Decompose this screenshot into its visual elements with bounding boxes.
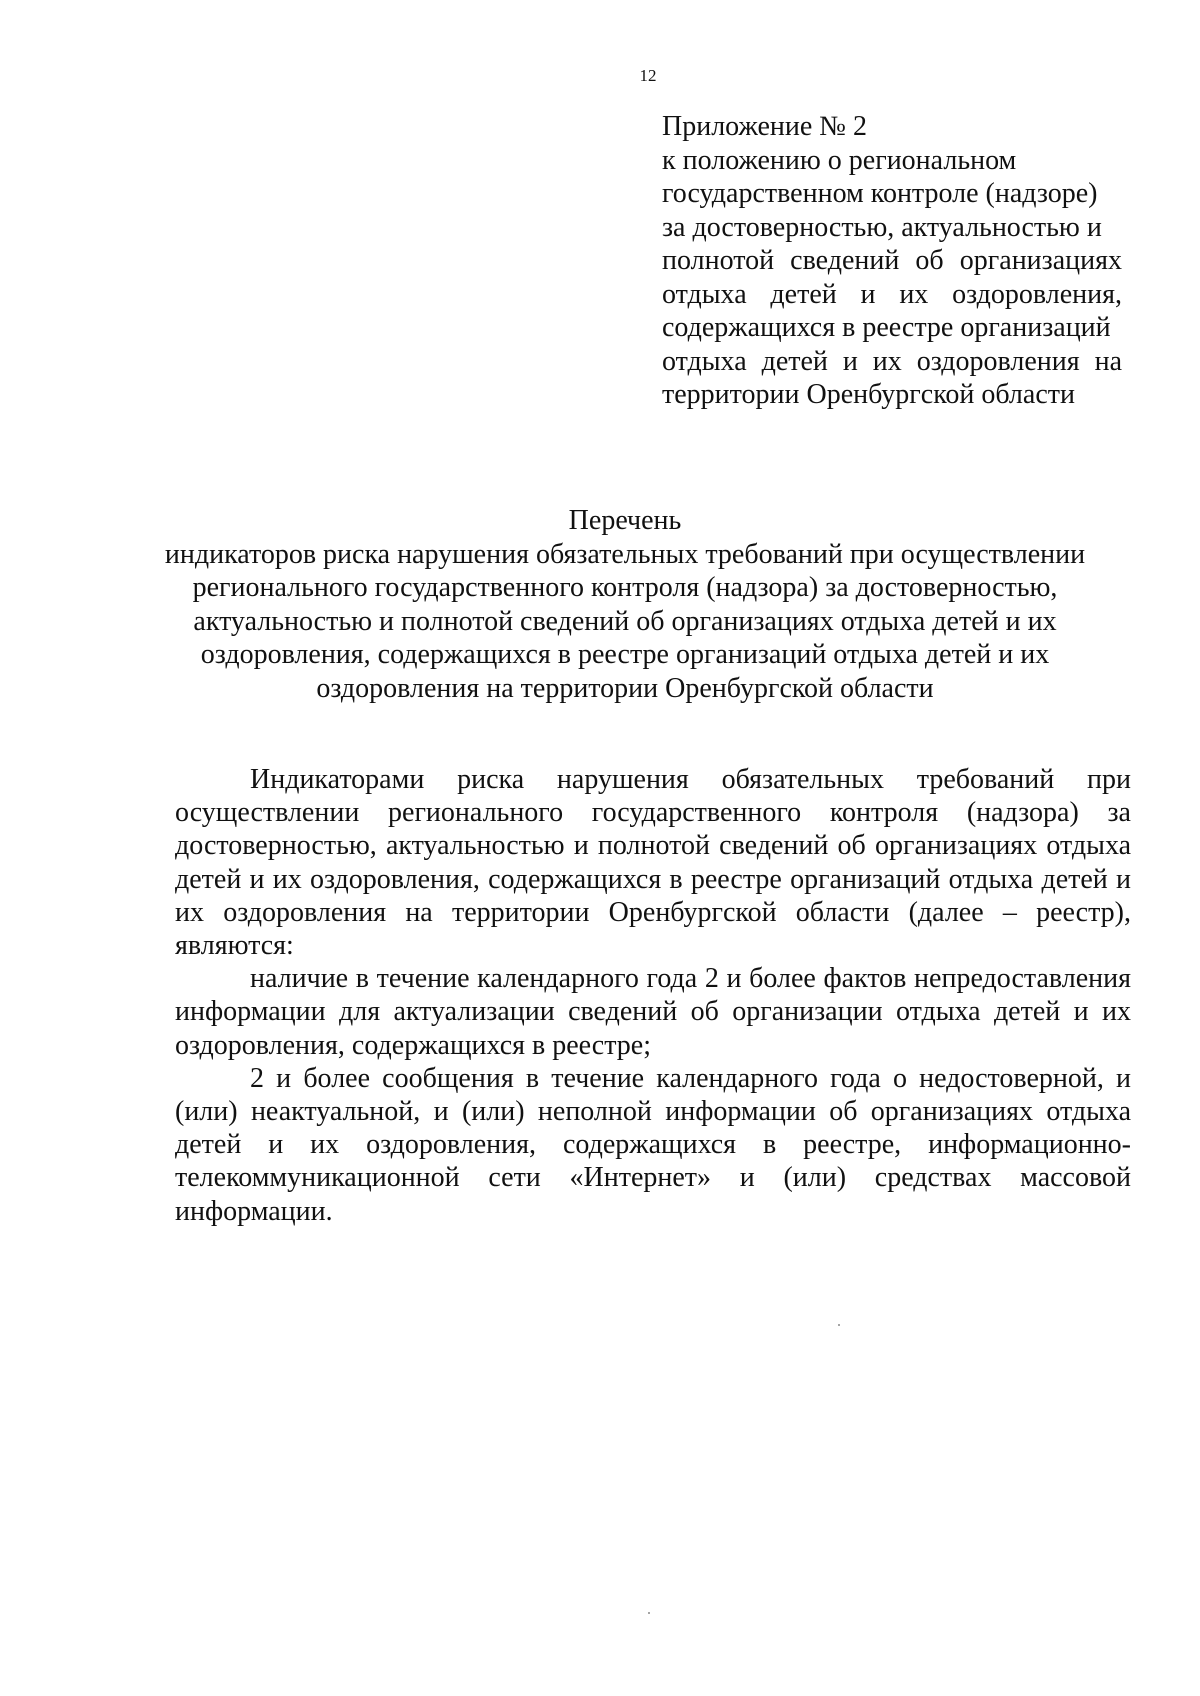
title-line: регионального государственного контроля (надзора) за достоверностью,	[192, 572, 1058, 603]
scan-speck	[838, 1324, 840, 1326]
document-title	[150, 504, 1100, 705]
appendix-line: государственном контроле (надзоре)	[662, 178, 1098, 209]
title-line: оздоровления на территории Оренбургской области	[316, 672, 934, 704]
appendix-line: отдыха детей и их оздоровления,	[662, 278, 1122, 310]
title-heading: Перечень	[568, 505, 682, 536]
body-paragraph-indicator-1: наличие в течение календарного года 2 и более фактов непредоставления информации для актуализации сведений об организации отдыха детей и их оздоровления, содержащихся в реестре;	[175, 963, 1131, 1061]
page-number: 12	[639, 66, 657, 85]
body-paragraph-indicator-2: 2 и более сообщения в течение календарного года о недостоверной, и (или) неактуальной, и (или) неполной информации об организациях отдыха детей и их оздоровления, содержащихся в реестре, информационно-телекоммуникационной сети «Интернет» и (или) средствах массовой информации.	[175, 1062, 1131, 1227]
appendix-line: отдыха детей и их оздоровления на	[662, 345, 1122, 377]
title-line: актуальностью и полнотой сведений об организациях отдыха детей и их	[193, 605, 1057, 637]
appendix-line: к положению о региональном	[662, 144, 1017, 176]
body-paragraph-intro: Индикаторами риска нарушения обязательных требований при осуществлении регионального государственного контроля (надзора) за достоверностью, актуальностью и полнотой сведений об организациях отдыха детей и их оздоровления, содержащихся в реестре организаций отдыха детей и их оздоровления на территории Оренбургской области (далее – реестр), являются:	[175, 764, 1131, 962]
appendix-title: Приложение № 2	[662, 111, 867, 142]
appendix-header	[662, 110, 1122, 412]
appendix-line: территории Оренбургской области	[662, 379, 1075, 410]
appendix-line: полнотой сведений об организациях	[662, 245, 1122, 276]
appendix-line: за достоверностью, актуальностью и	[662, 211, 1102, 243]
scan-speck	[648, 1612, 650, 1614]
body-text	[175, 763, 1131, 1228]
appendix-line: содержащихся в реестре организаций	[662, 312, 1111, 343]
title-line: индикаторов риска нарушения обязательных требований при осуществлении	[164, 538, 1086, 570]
title-line: оздоровления, содержащихся в реестре организаций отдыха детей и их	[200, 639, 1050, 670]
